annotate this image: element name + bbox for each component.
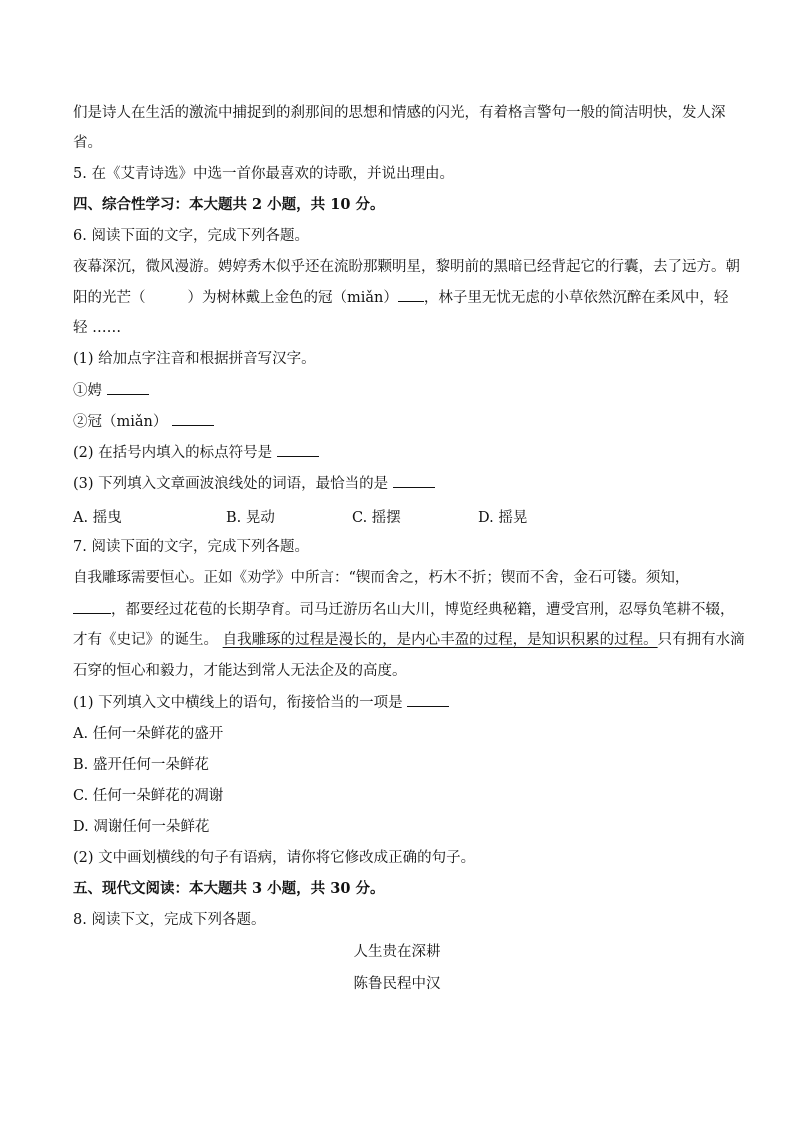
question-7-2: (2) 文中画划横线的句子有语病，请你将它修改成正确的句子。	[73, 850, 476, 866]
question-6-3	[73, 473, 435, 494]
passage-7-line: 石穿的恒心和毅力，才能达到常人无法企及的高度。	[73, 663, 407, 679]
answer-blank	[277, 442, 319, 457]
paragraph-line: 们是诗人在生活的激流中捕捉到的刹那间的思想和情感的闪光，有着格言警句一般的简洁明快，发人深	[73, 105, 726, 121]
article-author: 陈鲁民程中汉	[353, 976, 441, 992]
answer-blank	[407, 692, 449, 707]
question-6: 6. 阅读下面的文字，完成下列各题。	[73, 228, 309, 244]
passage-text: ，都要经过花苞的长期孕育。司马迁游历名山大川，博览经典秘籍，遭受宫刑，忍辱负笔耕不辍，	[111, 602, 735, 618]
question-5: 5. 在《艾青诗选》中选一首你最喜欢的诗歌，并说出理由。	[73, 166, 454, 182]
question-text: (3) 下列填入文章画波浪线处的词语，最恰当的是	[73, 476, 389, 492]
option-b: B. 晃动	[226, 510, 275, 526]
option-a: A. 任何一朵鲜花的盛开	[73, 726, 224, 742]
passage-7-line: 自我雕琢需要恒心。正如《劝学》中所言：“锲而舍之，朽木不折；锲而不舍，金石可镂。须知，	[73, 570, 690, 586]
answer-blank	[172, 411, 214, 426]
passage-6-line	[73, 287, 728, 308]
option-a: A. 摇曳	[73, 510, 122, 526]
option-c: C. 摇摆	[352, 510, 401, 526]
section-4-heading: 四、综合性学习：本大题共 2 小题，共 10 分。	[73, 196, 385, 213]
passage-text: 才有《史记》的诞生。	[73, 632, 218, 648]
passage-text: 只有拥有水滴	[657, 632, 745, 648]
answer-blank	[398, 287, 424, 302]
question-7-1	[73, 692, 449, 713]
passage-text: ，林子里无忧无虑的小草依然沉醉在柔风中，轻	[423, 290, 729, 306]
option-d: D. 摇晃	[478, 510, 528, 526]
question-text: (2) 在括号内填入的标点符号是	[73, 445, 273, 461]
passage-6-line: 夜幕深沉，微风漫游。娉婷秀木似乎还在流盼那颗明星，黎明前的黑暗已经背起它的行囊，去了远方。朝	[73, 259, 740, 275]
question-text: ②冠（miǎn）	[73, 414, 168, 430]
underlined-sentence: 自我雕琢的过程是漫长的，是内心丰盈的过程，是知识积累的过程。	[222, 632, 658, 648]
option-c: C. 任何一朵鲜花的凋谢	[73, 788, 224, 804]
question-text: ①娉	[73, 383, 102, 399]
passage-text: ）为树林戴上金色的冠（miǎn）	[187, 290, 398, 306]
question-6-2	[73, 442, 319, 463]
passage-7-line	[73, 599, 735, 620]
answer-blank	[107, 380, 149, 395]
question-7: 7. 阅读下面的文字，完成下列各题。	[73, 539, 309, 555]
passage-text: 阳的光芒（	[73, 290, 146, 306]
article-title: 人生贵在深耕	[353, 944, 441, 960]
question-6-1b	[73, 411, 214, 432]
question-6-1: (1) 给加点字注音和根据拼音写汉字。	[73, 351, 316, 367]
question-8: 8. 阅读下文，完成下列各题。	[73, 912, 266, 928]
question-text: (1) 下列填入文中横线上的语句，衔接恰当的一项是	[73, 695, 403, 711]
section-5-heading: 五、现代文阅读：本大题共 3 小题，共 30 分。	[73, 880, 385, 897]
answer-blank	[73, 599, 111, 614]
passage-7-line	[73, 630, 745, 650]
option-d: D. 凋谢任何一朵鲜花	[73, 819, 210, 835]
option-b: B. 盛开任何一朵鲜花	[73, 757, 209, 773]
passage-6-line: 轻 ……	[73, 320, 122, 336]
paragraph-line: 省。	[73, 135, 102, 151]
question-6-1a	[73, 380, 149, 401]
answer-blank	[393, 473, 435, 488]
